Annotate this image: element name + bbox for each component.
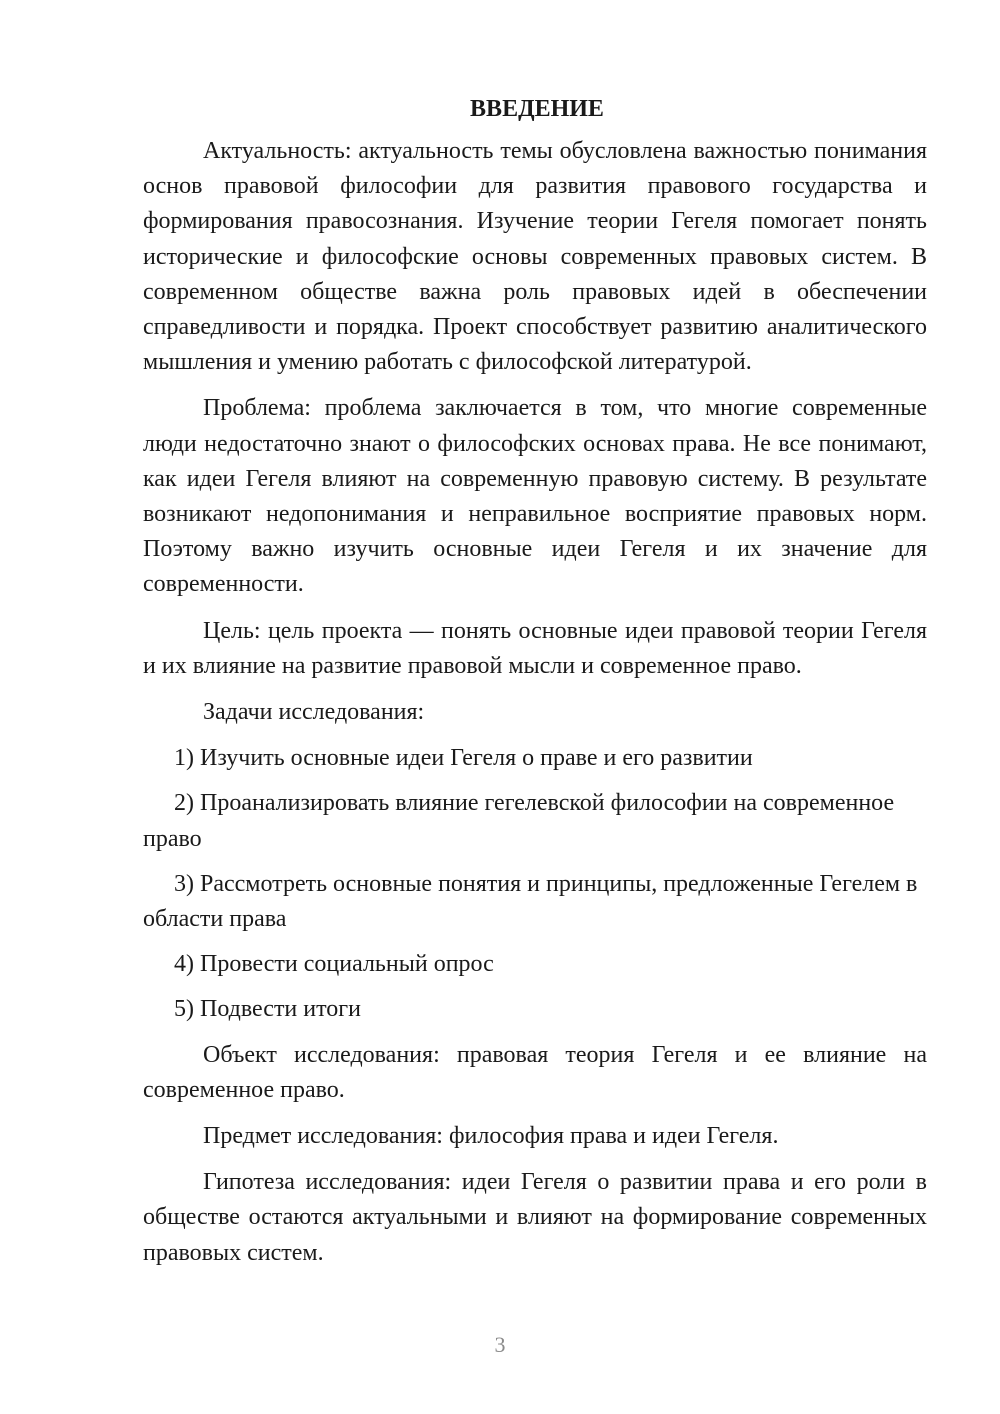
problem-paragraph: Проблема: проблема заключается в том, что многие современные люди недостаточно знают о философских основах права. Не все понимают, как идеи Гегеля влияют на современную правовую систему. В результате возникают недопонимания и неправильное восприятие правовых норм. Поэтому важно изучить основные идеи Гегеля и их значение для современности. xyxy=(143,395,927,598)
relevance-paragraph: Актуальность: актуальность темы обусловлена важностью понимания основ правовой философии для развития правового государства и формирования правосознания. Изучение теории Гегеля помогает понять исторические и философские основы современных правовых систем. В современном обществе важна роль правовых идей в обеспечении справедливости и порядка. Проект способствует развитию аналитического мышления и умению работать с философской литературой. xyxy=(143,138,927,376)
page-number: 3 xyxy=(494,1332,506,1357)
hypothesis-paragraph: Гипотеза исследования: идеи Гегеля о развитии права и его роли в обществе остаются актуальными и влияют на формирование современных правовых систем. xyxy=(143,1169,927,1266)
goal-paragraph: Цель: цель проекта — понять основные идеи правовой теории Гегеля и их влияние на развитие правовой мысли и современное право. xyxy=(143,617,927,679)
task-item-4: 4) Провести социальный опрос xyxy=(174,951,494,978)
object-paragraph: Объект исследования: правовая теория Гегеля и ее влияние на современное право. xyxy=(143,1041,927,1103)
tasks-title: Задачи исследования: xyxy=(203,699,425,726)
page-content xyxy=(143,92,927,1282)
task-item-3: 3) Рассмотреть основные понятия и принципы, предложенные Гегелем в области права xyxy=(143,870,918,933)
task-item-2: 2) Проанализировать влияние гегелевской философии на современное право xyxy=(143,790,895,852)
task-item-1: 1) Изучить основные идеи Гегеля о праве и его развитии xyxy=(174,745,753,772)
task-item-5: 5) Подвести итоги xyxy=(174,996,361,1023)
subject-paragraph: Предмет исследования: философия права и идеи Гегеля. xyxy=(203,1123,779,1150)
section-heading: ВВЕДЕНИЕ xyxy=(470,96,604,122)
